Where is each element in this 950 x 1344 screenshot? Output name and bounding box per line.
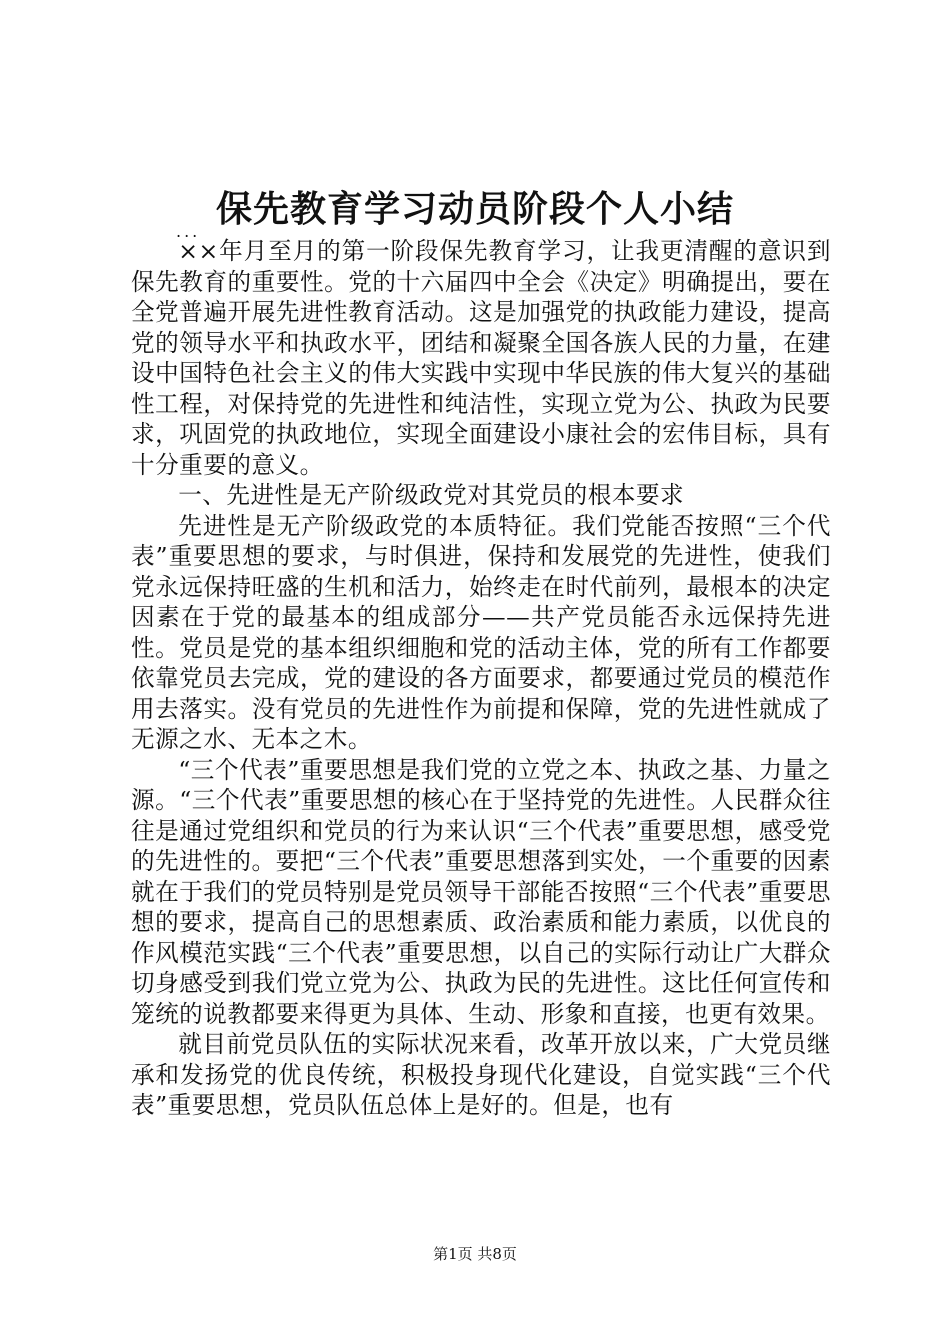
section-heading-1: 一、先进性是无产阶级政党对其党员的根本要求 [178, 481, 685, 509]
ellipsis-text: ... [176, 222, 201, 241]
paragraph-current-status: 就目前党员队伍的实际状况来看，改革开放以来，广大党员继承和发扬党的优良传统，积极投身现代化建设，自觉实践“三个代表”重要思想，党员队伍总体上是好的。但是，也有 [131, 1030, 831, 1119]
paragraph-three-represents: “三个代表”重要思想是我们党的立党之本、执政之基、力量之源。“三个代表”重要思想的核心在于坚持党的先进性。人民群众往往是通过党组织和党员的行为来认识“三个代表”重要思想，感受党的先进性的。要把“三个代表”重要思想落到实处，一个重要的因素就在于我们的党员特别是党员领导干部能否按照“三个代表”重要思想的要求，提高自己的思想素质、政治素质和能力素质，以优良的作风模范实践“三个代表”重要思想，以自己的实际行动让广大群众切身感受到我们党立党为公、执政为民的先进性。这比任何宣传和笼统的说教都要来得更为具体、生动、形象和直接，也更有效果。 [131, 755, 831, 1028]
document-body [131, 236, 831, 1121]
paragraph-intro: ××年月至月的第一阶段保先教育学习，让我更清醒的意识到保先教育的重要性。党的十六届四中全会《决定》明确提出，要在全党普遍开展先进性教育活动。这是加强党的执政能力建设，提高党的领导水平和执政水平，团结和凝聚全国各族人民的力量，在建设中国特色社会主义的伟大实践中实现中华民族的伟大复兴的基础性工程，对保持党的先进性和纯洁性，实现立党为公、执政为民要求，巩固党的执政地位，实现全面建设小康社会的宏伟目标，具有十分重要的意义。 [131, 237, 831, 479]
document-title: 保先教育学习动员阶段个人小结 [215, 188, 734, 230]
paragraph-advancement: 先进性是无产阶级政党的本质特征。我们党能否按照“三个代表”重要思想的要求，与时俱进，保持和发展党的先进性，使我们党永远保持旺盛的生机和活力，始终走在时代前列，最根本的决定因素在于党的最基本的组成部分——共产党员能否永远保持先进性。党员是党的基本组织细胞和党的活动主体，党的所有工作都要依靠党员去完成，党的建设的各方面要求，都要通过党员的模范作用去落实。没有党员的先进性作为前提和保障，党的先进性就成了无源之水、无本之木。 [131, 511, 831, 753]
page-footer: 第1页 共8页 [433, 1245, 517, 1263]
